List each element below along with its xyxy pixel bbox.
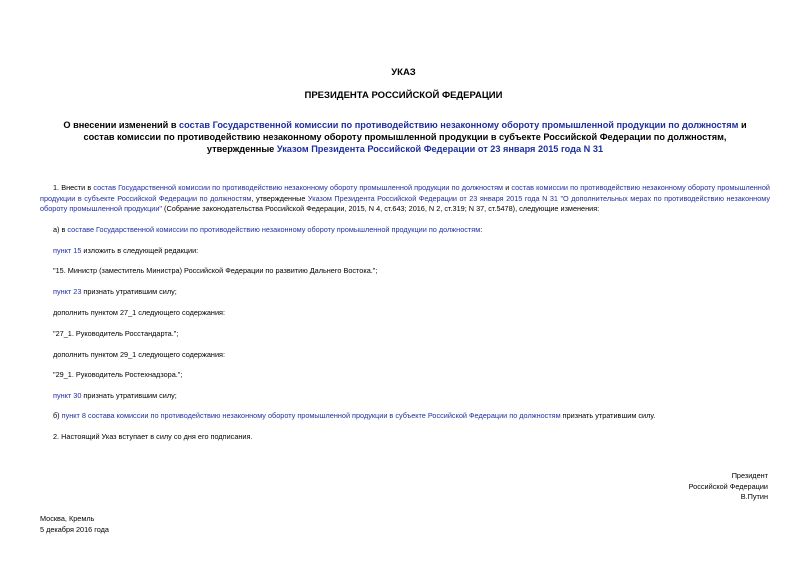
- item-a-text: :: [480, 225, 483, 234]
- signature-block: [689, 471, 768, 503]
- item-b-text: б): [53, 411, 62, 420]
- point-23-link[interactable]: пункт 23: [53, 287, 82, 296]
- p1-text: и: [503, 183, 512, 192]
- p1-link-state-commission[interactable]: состав Государственной комиссии по противодействию незаконному обороту промышленной продукции по должностям: [93, 183, 504, 192]
- subject-text: и состав комиссии по противодействию незаконному обороту промышленной продукции в субъекте Российской Федерации по должностям, утвержденные: [83, 120, 747, 154]
- point-15-text: изложить в следующей редакции:: [81, 246, 199, 255]
- signature-role: Президент: [731, 471, 768, 480]
- p1-link-decree[interactable]: Указом Президента Российской Федерации от 23 января 2015 года N 31 "О дополнительных мерах по противодействию незаконному обороту промышленной продукции": [40, 193, 771, 213]
- place-city: Москва, Кремль: [40, 514, 95, 523]
- p1-text: (Собрание законодательства Российской Федерации, 2015, N 4, ст.643; 2016, N 2, ст.319; N 37, ст.5478), следующие изменения:: [162, 204, 600, 213]
- point-30-link[interactable]: пункт 30: [53, 391, 82, 400]
- signature-name: В.Путин: [740, 492, 768, 501]
- subject-link-commission[interactable]: состав Государственной комиссии по противодействию незаконному обороту промышленной продукции по должностям: [179, 120, 739, 130]
- document-subject: [55, 119, 755, 155]
- item-point-23: [53, 287, 177, 296]
- item-a-link[interactable]: составе Государственной комиссии по противодействию незаконному обороту промышленной продукции по должностям: [67, 225, 481, 234]
- p1-link-regional-commission[interactable]: состав комиссии по противодействию незаконному обороту промышленной продукции в субъекте Российской Федерации по должностям: [40, 183, 770, 203]
- item-a-text: а) в: [53, 225, 68, 234]
- quote-27: "27_1. Руководитель Росстандарта.";: [53, 329, 179, 338]
- paragraph-2: 2. Настоящий Указ вступает в силу со дня его подписания.: [53, 432, 253, 441]
- p1-text: , утвержденные: [251, 193, 308, 203]
- signature-role-country: Российской Федерации: [688, 481, 768, 491]
- point-30-text: признать утратившим силу;: [81, 391, 177, 400]
- point-15-link[interactable]: пункт 15: [53, 246, 82, 255]
- place-date-block: [40, 514, 109, 535]
- p1-text: 1. Внести в: [53, 183, 94, 192]
- document-subtitle: ПРЕЗИДЕНТА РОССИЙСКОЙ ФЕДЕРАЦИИ: [304, 90, 503, 101]
- subject-text: О внесении изменений в: [63, 120, 180, 130]
- item-a: [53, 225, 482, 234]
- paragraph-1: [40, 183, 770, 215]
- item-point-15: [53, 246, 198, 255]
- item-b-link[interactable]: пункт 8 состава комиссии по противодействию незаконному обороту промышленной продукции в субъекте Российской Федерации по должностям: [61, 411, 561, 420]
- quote-15: "15. Министр (заместитель Министра) Российской Федерации по развитию Дальнего Востока.";: [53, 266, 378, 275]
- document-title: УКАЗ: [391, 67, 416, 78]
- add-point-27: дополнить пунктом 27_1 следующего содержания:: [53, 308, 226, 317]
- point-23-text: признать утратившим силу;: [81, 287, 177, 296]
- item-point-30: [53, 391, 177, 400]
- add-point-29: дополнить пунктом 29_1 следующего содержания:: [53, 350, 226, 359]
- item-b: [53, 411, 655, 420]
- place-date: 5 декабря 2016 года: [40, 524, 109, 534]
- quote-29: "29_1. Руководитель Ростехнадзора.";: [53, 370, 183, 379]
- subject-link-decree[interactable]: Указом Президента Российской Федерации от 23 января 2015 года N 31: [276, 144, 604, 154]
- item-b-text: признать утратившим силу.: [560, 411, 656, 420]
